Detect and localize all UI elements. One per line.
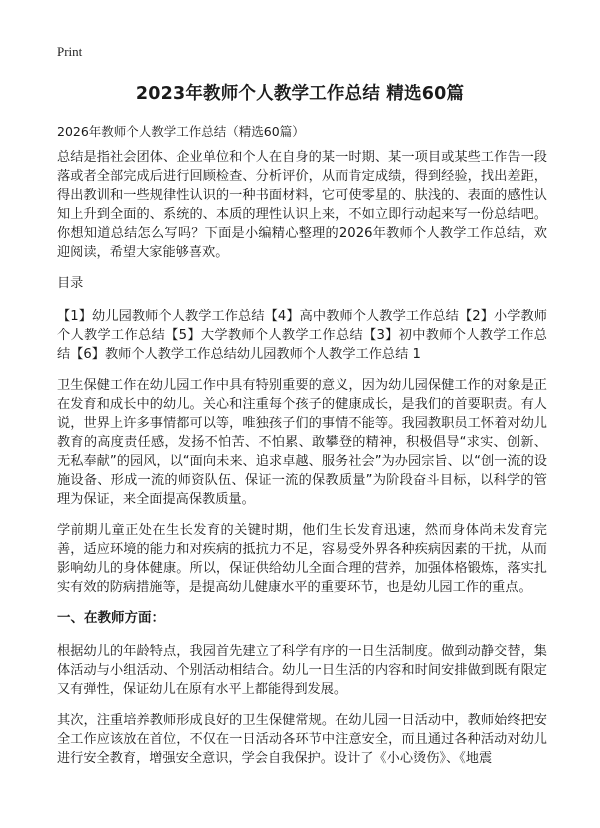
section-heading-teachers: 一、在教师方面： bbox=[57, 610, 165, 626]
body-paragraph-1: 卫生保健工作在幼儿园工作中具有特别重要的意义，因为幼儿园保健工作的对象是正在发育和成长中的幼儿。关心和注重每个孩子的健康成长，是我们的首要职责。有人说，世界上许多事情都可以等，唯独孩子们的事情不能等。我园教职员工怀着对幼儿教育的高度责任感，发扬不怕苦、不怕累、敢攀登的精神，积极倡导“求实、创新、无私奉献”的园风，以“面向未来、追求卓越、服务社会”为办园宗旨、以“创一流的设施设备、形成一流的师资队伍、保证一流的保教质量”为阶段奋斗目标，以科学的管理为保证，来全面提高保教质量。 bbox=[57, 378, 547, 507]
page-title: 2023年教师个人教学工作总结 精选60篇 bbox=[135, 84, 465, 104]
document-body bbox=[57, 148, 547, 780]
document-subtitle: 2026年教师个人教学工作总结（精选60篇） bbox=[57, 124, 305, 139]
toc-heading: 目录 bbox=[57, 276, 84, 291]
print-link[interactable]: Print bbox=[57, 44, 83, 59]
body-paragraph-4: 其次，注重培养教师形成良好的卫生保健常规。在幼儿园一日活动中，教师始终把安全工作应该放在首位，不仅在一日活动各环节中注意安全，而且通过各种活动对幼儿进行安全教育，增强安全意识，学会自我保护。设计了《小心烫伤》、《地震 bbox=[57, 713, 547, 766]
intro-paragraph: 总结是指社会团体、企业单位和个人在自身的某一时期、某一项目或某些工作告一段落或者全部完成后进行回顾检查、分析评价，从而肯定成绩，得到经验，找出差距，得出教训和一些规律性认识的一种书面材料，它可使零星的、肤浅的、表面的感性认知上升到全面的、系统的、本质的理性认识上来，不如立即行动起来写一份总结吧。你想知道总结怎么写吗？下面是小编精心整理的2026年教师个人教学工作总结，欢迎阅读，希望大家能够喜欢。 bbox=[57, 150, 547, 260]
toc-list: 【1】幼儿园教师个人教学工作总结【4】高中教师个人教学工作总结【2】小学教师个人教学工作总结【5】大学教师个人教学工作总结【3】初中教师个人教学工作总结【6】教师个人教学工作总结幼儿园教师个人教学工作总结 1 bbox=[57, 309, 547, 362]
body-paragraph-2: 学前期儿童正处在生长发育的关键时期，他们生长发育迅速，然而身体尚未发育完善，适应环境的能力和对疾病的抵抗力不足，容易受外界各种疾病因素的干扰，从而影响幼儿的身体健康。所以，保证供给幼儿全面合理的营养，加强体格锻炼，落实扎实有效的防病措施等，是提高幼儿健康水平的重要环节，也是幼儿园工作的重点。 bbox=[57, 523, 547, 595]
body-paragraph-3: 根据幼儿的年龄特点，我园首先建立了科学有序的一日生活制度。做到动静交替，集体活动与小组活动、个别活动相结合。幼儿一日生活的内容和时间安排做到既有限定又有弹性，保证幼儿在原有水平上都能得到发展。 bbox=[57, 644, 547, 697]
